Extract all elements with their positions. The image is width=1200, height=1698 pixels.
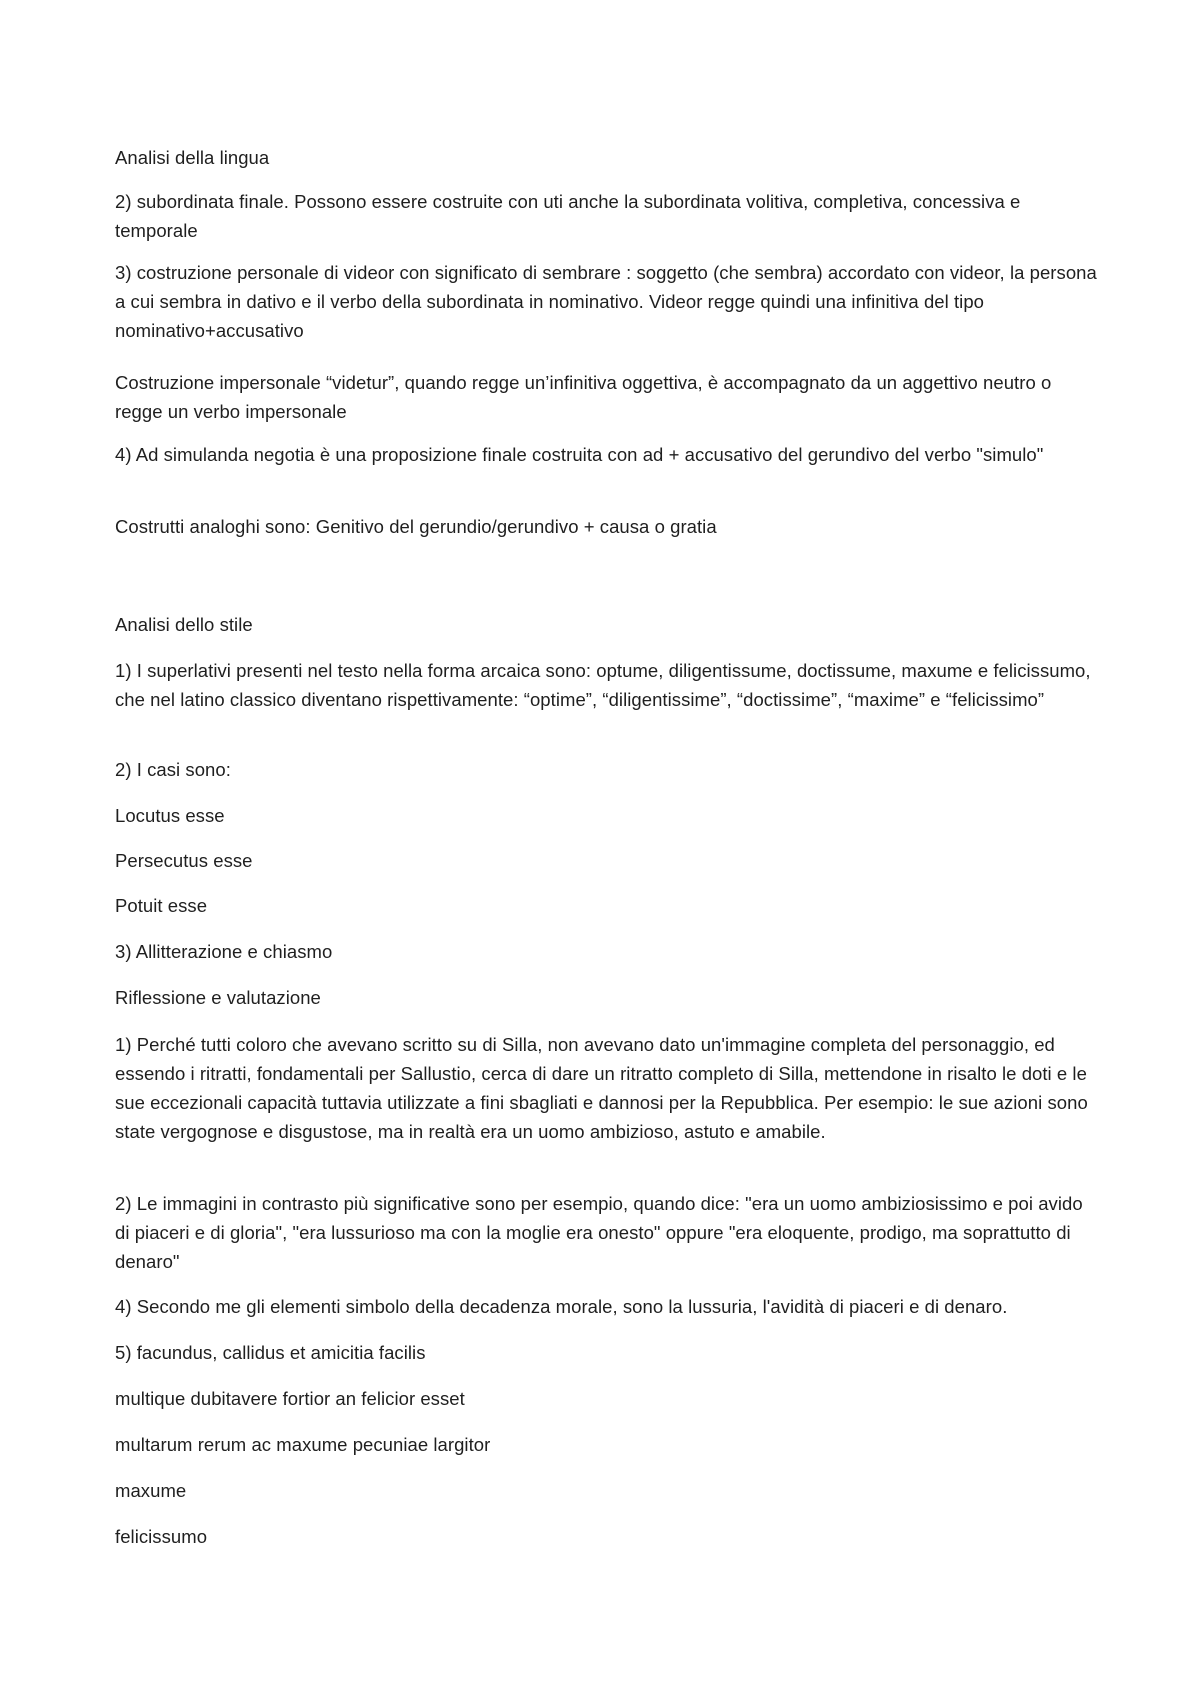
section-heading-riflessione: Riflessione e valutazione bbox=[115, 987, 321, 1008]
paragraph: 3) costruzione personale di videor con significato di sembrare : soggetto (che sembra) accordato con videor, la persona a cui sembra in dativo e il verbo della subordinata in nominativo. Videor regge quindi una infinitiva del tipo nominativo+accusativo bbox=[115, 262, 1097, 341]
paragraph: 4) Ad simulanda negotia è una proposizione finale costruita con ad + accusativo del gerundivo del verbo "simulo" bbox=[115, 444, 1044, 465]
section-heading-stile: Analisi dello stile bbox=[115, 614, 253, 635]
paragraph: 3) Allitterazione e chiasmo bbox=[115, 941, 333, 962]
paragraph: 5) facundus, callidus et amicitia facilis bbox=[115, 1342, 426, 1363]
paragraph: 2) Le immagini in contrasto più significative sono per esempio, quando dice: "era un uomo ambiziosissimo e poi avido di piaceri e di gloria", "era lussurioso ma con la moglie era onesto" oppure "era eloquente, prodigo, ma soprattutto di denaro" bbox=[115, 1193, 1083, 1272]
paragraph: Costrutti analoghi sono: Genitivo del gerundio/gerundivo + causa o gratia bbox=[115, 516, 717, 537]
paragraph: 4) Secondo me gli elementi simbolo della decadenza morale, sono la lussuria, l'avidità di piaceri e di denaro. bbox=[115, 1296, 1008, 1317]
paragraph: 2) I casi sono: bbox=[115, 759, 231, 780]
paragraph: Locutus esse bbox=[115, 805, 225, 826]
paragraph: Persecutus esse bbox=[115, 850, 253, 871]
paragraph: 1) I superlativi presenti nel testo nella forma arcaica sono: optume, diligentissume, doctissume, maxume e felicissumo, che nel latino classico diventano rispettivamente: “optime”, “diligentissime”, “doctissime”, “maxime” e “felicissimo” bbox=[115, 660, 1091, 710]
paragraph: maxume bbox=[115, 1480, 187, 1501]
section-heading-lingua: Analisi della lingua bbox=[115, 147, 270, 168]
paragraph: 2) subordinata finale. Possono essere costruite con uti anche la subordinata volitiva, completiva, concessiva e temporale bbox=[115, 191, 1021, 241]
paragraph: multarum rerum ac maxume pecuniae largitor bbox=[115, 1434, 491, 1455]
paragraph: multique dubitavere fortior an felicior esset bbox=[115, 1388, 465, 1409]
paragraph: felicissumo bbox=[115, 1526, 208, 1547]
document-page bbox=[115, 0, 1095, 1698]
paragraph: Costruzione impersonale “videtur”, quando regge un’infinitiva oggettiva, è accompagnato da un aggettivo neutro o regge un verbo impersonale bbox=[115, 372, 1052, 422]
paragraph: 1) Perché tutti coloro che avevano scritto su di Silla, non avevano dato un'immagine completa del personaggio, ed essendo i ritratti, fondamentali per Sallustio, cerca di dare un ritratto completo di Silla, mettendone in risalto le doti e le sue eccezionali capacità tuttavia utilizzate a fini sbagliati e dannosi per la Repubblica. Per esempio: le sue azioni sono state vergognose e disgustose, ma in realtà era un uomo ambizioso, astuto e amabile. bbox=[115, 1034, 1088, 1142]
paragraph: Potuit esse bbox=[115, 895, 208, 916]
